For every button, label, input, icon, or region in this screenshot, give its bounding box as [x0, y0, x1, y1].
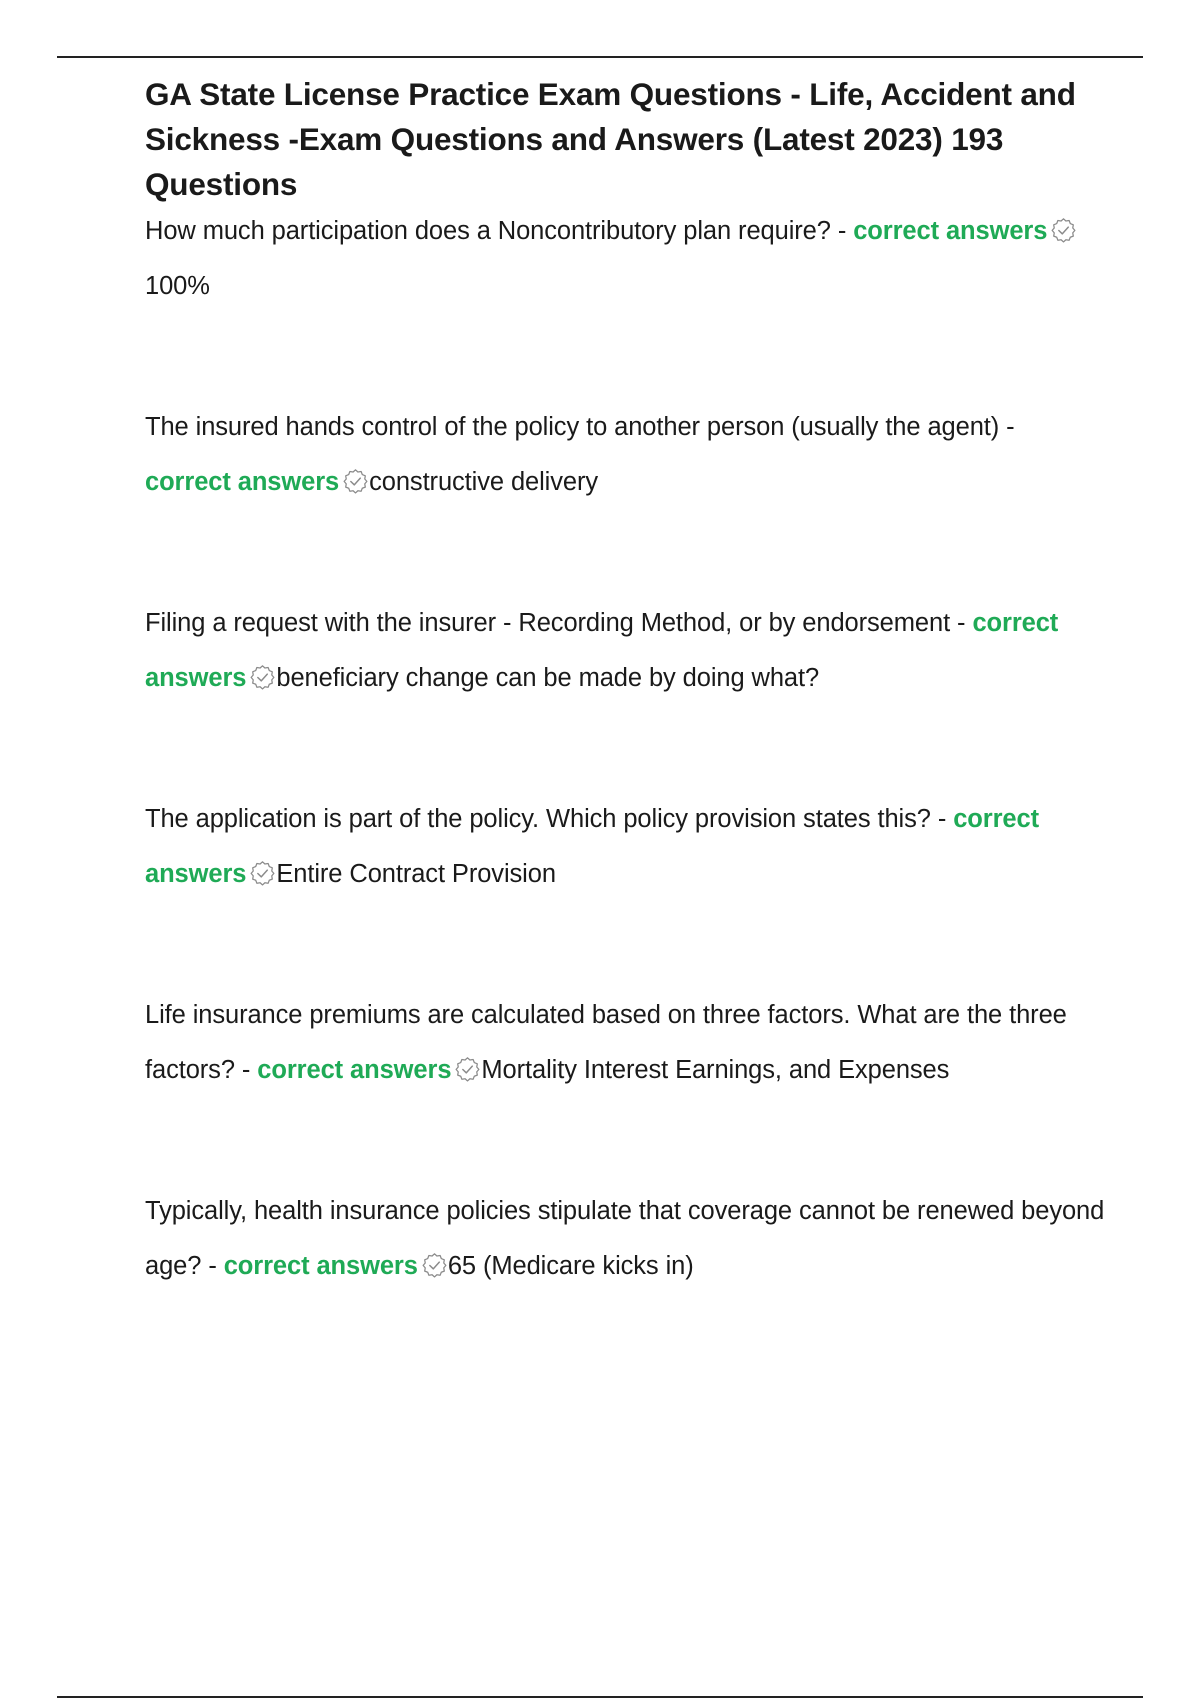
qa-item: [145, 596, 1105, 706]
answer-text: 100%: [145, 272, 210, 300]
document-title: GA State License Practice Exam Questions - Life, Accident and Sickness -Exam Questions and Answers (Latest 2023) 193 Questions: [145, 76, 1076, 202]
question-text: Life insurance premiums are calculated based on three factors. What are the three factors?: [145, 1001, 1067, 1084]
qa-item: [145, 204, 1105, 314]
check-badge-icon: [343, 469, 368, 494]
separator: -: [930, 805, 954, 833]
answer-label: correct answers: [257, 1056, 452, 1084]
separator: -: [999, 413, 1015, 441]
answer-text: Mortality Interest Earnings, and Expenses: [481, 1056, 950, 1084]
document-body: [145, 72, 1105, 1380]
separator: -: [201, 1252, 224, 1280]
check-badge-icon: [422, 1253, 447, 1278]
qa-item: [145, 792, 1105, 902]
question-text: Typically, health insurance policies stipulate that coverage cannot be renewed beyond age?: [145, 1197, 1105, 1280]
answer-label: correct answers: [145, 468, 340, 496]
answer-label: correct answers: [145, 805, 1039, 888]
answer-text: constructive delivery: [369, 468, 599, 496]
separator: -: [830, 217, 854, 245]
question-text: The application is part of the policy. Which policy provision states this?: [145, 805, 931, 833]
check-badge-icon: [250, 861, 275, 886]
question-text: Filing a request with the insurer - Recording Method, or by endorsement: [145, 609, 951, 637]
qa-item: [145, 400, 1105, 510]
separator: -: [234, 1056, 258, 1084]
bottom-rule: [57, 1696, 1143, 1698]
answer-text: 65 (Medicare kicks in): [447, 1252, 694, 1280]
separator: -: [950, 609, 973, 637]
qa-item: [145, 988, 1105, 1098]
answer-label: correct answers: [223, 1252, 418, 1280]
check-badge-icon: [1051, 218, 1076, 243]
check-badge-icon: [250, 665, 275, 690]
qa-item: [145, 1184, 1105, 1294]
check-badge-icon: [455, 1057, 480, 1082]
question-text: The insured hands control of the policy to another person (usually the agent): [145, 413, 1000, 441]
answer-label: correct answers: [145, 609, 1059, 692]
answer-text: beneficiary change can be made by doing what?: [276, 664, 820, 692]
question-text: How much participation does a Noncontributory plan require?: [145, 217, 831, 245]
answer-label: correct answers: [853, 217, 1048, 245]
top-rule: [57, 56, 1143, 58]
answer-text: Entire Contract Provision: [276, 860, 556, 888]
